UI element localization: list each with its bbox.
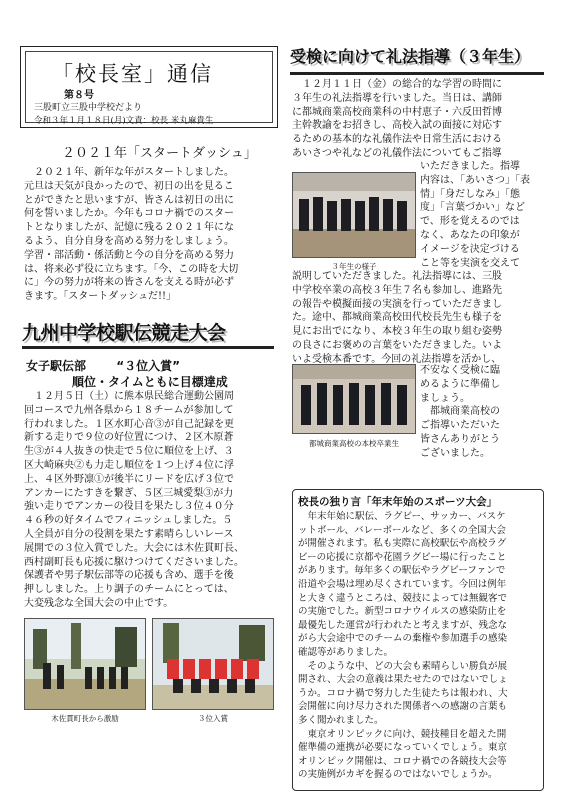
text-line: で、形を覚えるのでは — [420, 216, 520, 228]
text-line: あいさつや礼などの礼儀作法についてもご指導 — [292, 147, 502, 159]
text-line: 内容は、「あいさつ」「表 — [420, 174, 530, 186]
text-line: 保護者や男子駅伝部等の応援も含め、選手を後 — [24, 570, 234, 582]
reihou-body-right2 — [420, 364, 544, 461]
text-line: の良さにお褒めの言葉をいただきました。いよ — [292, 339, 502, 351]
text-line: 展開での３位入賞でした。大会には木佐貫町長、 — [24, 542, 244, 554]
text-line: 生③が４人抜きの快走で５位に順位を上げ、３ — [24, 446, 234, 458]
text-line: １２月５日（土）に熊本県民総合運動公園周 — [24, 391, 234, 402]
text-line: がら大会途中でのチームの棄権や参加選手の感染 — [298, 633, 508, 645]
photo-third-place — [152, 618, 274, 710]
ekiden-body — [24, 390, 276, 611]
photo-third-place-image — [153, 619, 274, 710]
text-line: そのような中、どの大会も素晴らしい勝負が展 — [298, 660, 508, 672]
text-line: に」今の努力が将来の皆さんを支える時が必ず — [24, 277, 234, 289]
reihou-body-right — [420, 160, 544, 270]
reihou-photo1-caption: ３年生の様子 — [331, 262, 377, 271]
text-line: に都城商業高校商業科の中村恵子・六反田哲博 — [292, 106, 502, 118]
text-line: 上、４区外野凛①が後半にリードを広げ３位で — [24, 473, 234, 485]
text-line: 催準備の連携が必要になっていくでしょう。東京 — [298, 742, 508, 754]
text-line: た。途中、都城商業高校田代校長先生も様子を — [292, 312, 502, 324]
text-line: うか。コロナ禍で努力した生徒たちは報われ、大 — [298, 687, 508, 699]
text-line: 確認等がありました。 — [298, 646, 394, 658]
ekiden-section-title — [22, 318, 274, 349]
greeting-heading: ２０２１年「スタートダッシュ」 — [62, 146, 257, 161]
reihou-body-top — [292, 78, 544, 161]
text-line: の報告や模擬面接の実演を行っていただきまし — [292, 298, 502, 310]
text-line: ビーの応援に京都や花園ラグビー場に行ったこと — [298, 551, 507, 563]
text-line: アンカーにたすきを繋ぎ、５区三城愛梨③が力 — [24, 487, 234, 499]
text-line: トとなりましたが、記憶に残る２０２１年にな — [24, 222, 234, 234]
ekiden-title-text: 九州中学校駅伝競走大会 — [22, 322, 226, 344]
newsletter-title: 「校長室」通信 — [52, 62, 213, 86]
photo-3rd-grade — [292, 172, 416, 258]
text-line: 何を誓いましたか。今年もコロナ禍でのスター — [24, 208, 234, 220]
text-line: とができたと思いますが、皆さんは初日の出に — [24, 194, 234, 206]
issue-number: 第８号 — [64, 90, 94, 101]
text-line: １２月１１日（金）の総合的な学習の時間に — [292, 79, 502, 90]
column-title: 校長の独り言「年末年始のスポーツ大会」 — [298, 496, 498, 508]
photo-3rd-grade-image — [293, 173, 416, 258]
text-line: の実施例がカギを握るのではないでしょうか。 — [298, 769, 498, 781]
text-line: 多く聞かれました。 — [298, 714, 384, 726]
text-line: ２０２１年、新年な年がスタートしました。 — [24, 167, 234, 178]
photo-graduates-image — [293, 365, 416, 434]
text-line: は、将来必ず役に立ちます。「今、この時を大切 — [24, 263, 239, 275]
school-name: 三股町立三股中学校だより — [34, 103, 143, 113]
text-line: ３年生の礼法指導を行いました。当日は、講師 — [292, 92, 502, 104]
text-line: 新する走りで９位の好位置につけ、２区木原蒼 — [24, 432, 234, 444]
text-line: があります。毎年多くの駅伝やラグビーファンで — [298, 565, 506, 577]
text-line: 大変残念な全国大会の中止です。 — [24, 597, 174, 609]
photo-graduates — [292, 364, 416, 434]
text-line: 行われました。１区水町心音③が自己記録を更 — [24, 418, 234, 430]
text-line: 開され、大会の意義は果たせたのではないでしょ — [298, 674, 508, 686]
text-line: 都城商業高校の — [420, 406, 500, 418]
text-line: 元旦は天気が良かったので、初日の出を見るこ — [24, 180, 234, 192]
text-line: ましょう。 — [420, 392, 470, 404]
text-line: と大きく違うところは、競技によっては無観客で — [298, 592, 508, 604]
greeting-body — [24, 166, 276, 304]
reihou-body-middle — [292, 270, 544, 367]
masthead-inner-frame — [25, 51, 273, 126]
text-line: 区大崎麻央②も力走し順位を１つ上げ４位に浮 — [24, 459, 234, 471]
text-line: 沿道や会場は埋め尽くされています。今回は例年 — [298, 578, 507, 590]
text-line: 回コースで九州各県から１８チームが参加して — [24, 404, 234, 416]
text-line: るための基本的な礼儀作法や日常生活における — [292, 134, 502, 146]
text-line: 皆さんありがとう — [420, 433, 500, 445]
text-line: 最優先した運営が行われたと考えますが、残念な — [298, 619, 508, 631]
text-line: ございました。 — [420, 447, 490, 459]
text-line: るよう、自分自身を高める努力をしましょう。 — [24, 235, 234, 247]
text-line: が開催されます。私も実際に高校駅伝や高校ラグ — [298, 538, 507, 550]
text-line: 不安なく受検に臨 — [420, 365, 500, 376]
text-line: ットボール、バレーボールなど、多くの全国大会 — [298, 524, 506, 536]
ekiden-result: “３位入賞” — [116, 359, 180, 373]
text-line: いよ受検本番です。今回の礼法指導を活かし、 — [292, 353, 502, 365]
text-line: いただきました。指導 — [420, 161, 520, 172]
photo-mayor-encouragement — [24, 618, 146, 710]
ekiden-sub2: 順位・タイムともに目標達成 — [72, 375, 228, 389]
masthead — [20, 46, 278, 128]
reihou-photo2-caption: 都城商業高校の本校卒業生 — [309, 439, 399, 448]
text-line: 人全員が自分の役割を果たす素晴らしいレース — [24, 528, 234, 540]
ekiden-sub1 — [26, 357, 180, 374]
ekiden-team-label: 女子駅伝部 — [26, 359, 87, 373]
reihou-title-text: 受検に向けて礼法指導（３年生） — [290, 47, 531, 66]
text-line: こと等を実演を交えて — [420, 257, 520, 269]
photo2-caption: ３位入賞 — [198, 714, 228, 723]
text-line: 情」「身だしなみ」「態 — [420, 188, 520, 200]
text-line: 会開催に向け尽力された関係者への感謝の言葉も — [298, 701, 508, 713]
text-line: イメージを決定づける — [420, 243, 520, 255]
text-line: 主幹教諭をお招きし、高校入試の面接に対応す — [292, 120, 502, 132]
column-body — [298, 510, 538, 782]
photo-mayor-encouragement-image — [25, 619, 146, 710]
reihou-section-title — [290, 44, 544, 75]
text-line: 強い走りでアンカーの役目を果たし３位４０分 — [24, 501, 234, 513]
text-line: きます。「スタートダッシュだ!!」 — [24, 291, 177, 303]
text-line: 度」「言葉づかい」など — [420, 202, 525, 214]
text-line: 学習・部活動・係活動と今の自分を高める努力 — [24, 249, 234, 261]
text-line: なく、あなたの印象が — [420, 229, 520, 241]
text-line: 中学校卒業の高校３年生７名も参加し、進路先 — [292, 284, 502, 296]
text-line: 説明していただきました。礼法指導には、三股 — [292, 271, 502, 282]
text-line: 西村副町長も応援に駆けつけてくださいました。 — [24, 556, 244, 568]
text-line: 年末年始に駅伝、ラグビー、サッカー、バスケ — [298, 511, 506, 522]
text-line: めるように準備し — [420, 378, 500, 390]
photo1-caption: 木佐貫町長から激励 — [51, 714, 119, 723]
text-line: 押ししました。上り調子のチームにとっては、 — [24, 584, 234, 596]
text-line: ご指導いただいた — [420, 420, 500, 432]
text-line: の実施でした。新型コロナウイルスの感染防止を — [298, 606, 507, 618]
text-line: 東京オリンピックに向け、競技種目を超えた開 — [298, 728, 507, 740]
text-line: 見にお出でになり、本校３年生の取り組む姿勢 — [292, 326, 502, 338]
date-author-line: 令和３年１月１８日(月)文責：校長 米丸麻貴生 — [34, 116, 214, 126]
text-line: ４６秒の好タイムでフィニッシュしました。５ — [24, 515, 233, 527]
text-line: オリンピック開催は、コロナ禍での各競技大会等 — [298, 755, 507, 767]
